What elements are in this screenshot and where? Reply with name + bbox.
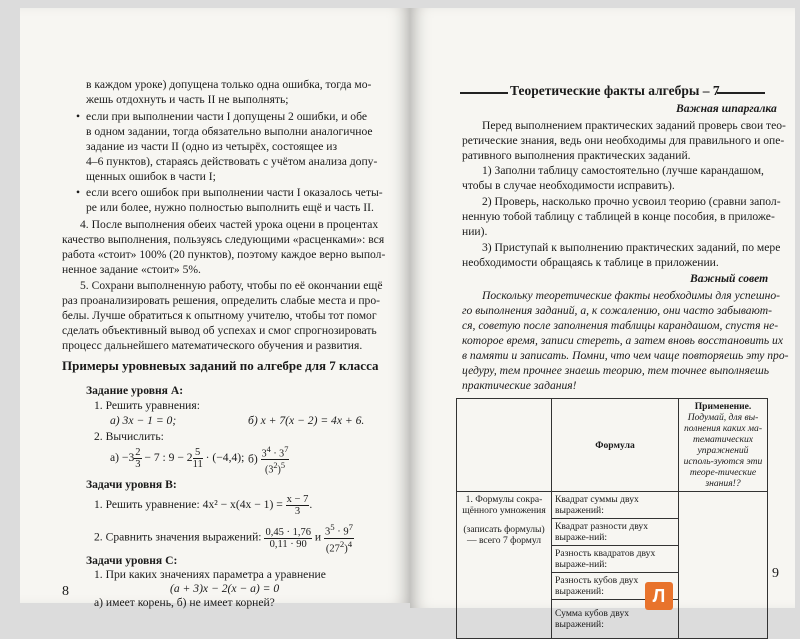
left-line: жешь отдохнуть и часть II не выполнять; [86,93,289,106]
title-rule-left [460,92,508,94]
level-a-eq-a: а) 3x − 1 = 0; [110,414,177,427]
application-title: Применение. [694,401,752,412]
left-line: белы. Лучше обратиться к опытному учителю, чтобы тот помог [62,309,377,322]
right-line: нии). [462,225,488,238]
level-c-item1: 1. При каких значениях параметра a уравнение [94,568,326,581]
left-line: 4–6 пунктов), стараясь действовать с учётом анализа допу- [86,155,378,168]
formula-group-cell [457,492,552,639]
level-c-title: Задачи уровня С: [86,554,178,567]
left-line: задание из части II (одно из четырёх, состоящее из [86,140,338,153]
right-line: ненную тобой таблицу с таблицей в конце пособия, в приложе- [462,210,775,223]
level-a-calc-a: а) −3 $\frac{2}{3}$ − 7 : 9 − 2 $\frac{5}{11}$ · (−4,4); [110,447,245,470]
application-cell [679,492,768,639]
examples-heading: Примеры уровневых заданий по алгебре для 7 класса [62,358,379,373]
subtitle-cheatsheet: Важная шпаргалка [676,102,777,115]
left-line: ненное задание «стоит» 5%. [62,263,201,276]
table-row [457,492,768,519]
left-line: ре или более, нужно полностью выполнить ещё и часть II. [86,201,374,214]
right-line: чтобы в случае необходимости исправить). [462,179,675,192]
table-header-row [457,399,768,492]
formula-cell: Разность квадратов двух выраже-ний: [552,546,679,573]
right-line: 2) Проверь, насколько прочно усвоил теорию (сравни запол- [482,195,781,208]
left-line: в одном задании, тогда обязательно выполни аналогичное [86,125,373,138]
table-header-formula: Формула [552,399,679,492]
left-line: 4. После выполнения обеих частей урока оцени в процентах [80,218,379,231]
subtitle-advice: Важный совет [690,272,769,285]
left-line: сделать объективный вывод об успехах и смог спрогнозировать [62,324,377,337]
formula-group-note: (записать формулы) — всего 7 формул [463,524,545,546]
formula-cell: Квадрат разности двух выраже-ний: [552,519,679,546]
title-rule-right [717,92,765,94]
advice-line: ся, советую после заполнения таблицы карандашом, спустя не- [462,319,779,332]
right-line: 1) Заполни таблицу самостоятельно (лучше карандашом, [482,164,764,177]
formula-cell: Квадрат суммы двух выражений: [552,492,679,519]
formula-cell: Сумма кубов двух выражений: [552,600,679,639]
level-c-equation: (a + 3)x − 2(x − a) = 0 [170,582,280,595]
level-a-title: Задание уровня А: [86,384,184,397]
advice-line: го выполнения заданий, а, к сожалению, они часто забывают- [462,304,772,317]
right-line: ретические знания, ведь они необходимы для правильного и опе- [462,134,785,147]
right-line: необходимости обращаясь к таблице в приложении. [462,256,719,269]
advice-line: Поскольку теоретические факты необходимы для успешно- [482,289,780,302]
page-number-left: 8 [62,584,69,599]
table-header-blank [457,399,552,492]
application-text: Подумай, для вы-полнения каких ма-тематических упражнений исполь-зуются эти теоре-тические знания!? [683,412,763,489]
formula-cell: Разность кубов двух выражений: [552,573,679,600]
advice-line: практические задания! [462,379,577,392]
left-line: качество выполнения, пользуясь следующими «расценками»: вся [62,233,385,246]
right-line: 3) Приступай к выполнению практических заданий, по мере [482,241,781,254]
left-line: 5. Сохрани выполненную работу, чтобы по её окончании ещё [80,279,383,292]
formula-table [456,398,768,639]
left-line: процесс дальнейшего математического обучения и развития. [62,339,363,352]
left-line: • если всего ошибок при выполнении части I оказалось четы- [86,186,383,201]
level-a-calc-b: б) $\frac{3^4 \cdot 3^7}{(3^2)^5}$ [248,445,289,476]
page-number-right: 9 [772,566,779,581]
theory-title: Теоретические факты алгебры – 7 [510,83,720,98]
level-a-eq-b: б) x + 7(x − 2) = 4x + 6. [248,414,365,427]
table-header-application [679,399,768,492]
advice-line: цедуру, тем прочнее знаешь теорию, тем точнее выполняешь [462,364,770,377]
formula-group-label: 1. Формулы сокра-щённого умножения [462,494,546,516]
right-line: ративного выполнения практических заданий. [462,149,691,162]
level-c-item1-end: а) имеет корень, б) не имеет корней? [94,596,275,609]
advice-line: которое время, записи стереть, а затем вновь восстановить их [462,334,783,347]
left-line: щенных ошибок в части I; [86,170,216,183]
level-b-title: Задачи уровня В: [86,478,177,491]
level-a-item1: 1. Решить уравнения: [94,399,200,412]
advice-line: в памяти и записать. Помни, что чем чаще повторяешь эту про- [462,349,789,362]
left-line: раз проанализировать решения, определить слабые места и про- [62,294,380,307]
level-b-item2: 2. Сравнить значения выражений: $\frac{0,45 \cdot 1,76}{0,11 \cdot 90}$ и $\frac{3^5 \cdot 9^7}{(27^2)^4}$ [94,522,353,554]
right-line: Перед выполнением практических заданий проверь свои тео- [482,119,786,132]
left-line: • если при выполнении части I допущены 2 ошибки, и обе [86,110,367,125]
level-b-item1: 1. Решить уравнение: 4x² − x(4x − 1) = $\frac{x - 7}{3}$ . [94,494,313,517]
level-a-item2: 2. Вычислить: [94,430,164,443]
left-line: в каждом уроке) допущена только одна ошибка, тогда мо- [86,78,372,91]
publisher-logo: Л [645,582,673,610]
left-line: работа «стоит» 100% (20 пунктов), поэтому каждое верно выпол- [62,248,386,261]
